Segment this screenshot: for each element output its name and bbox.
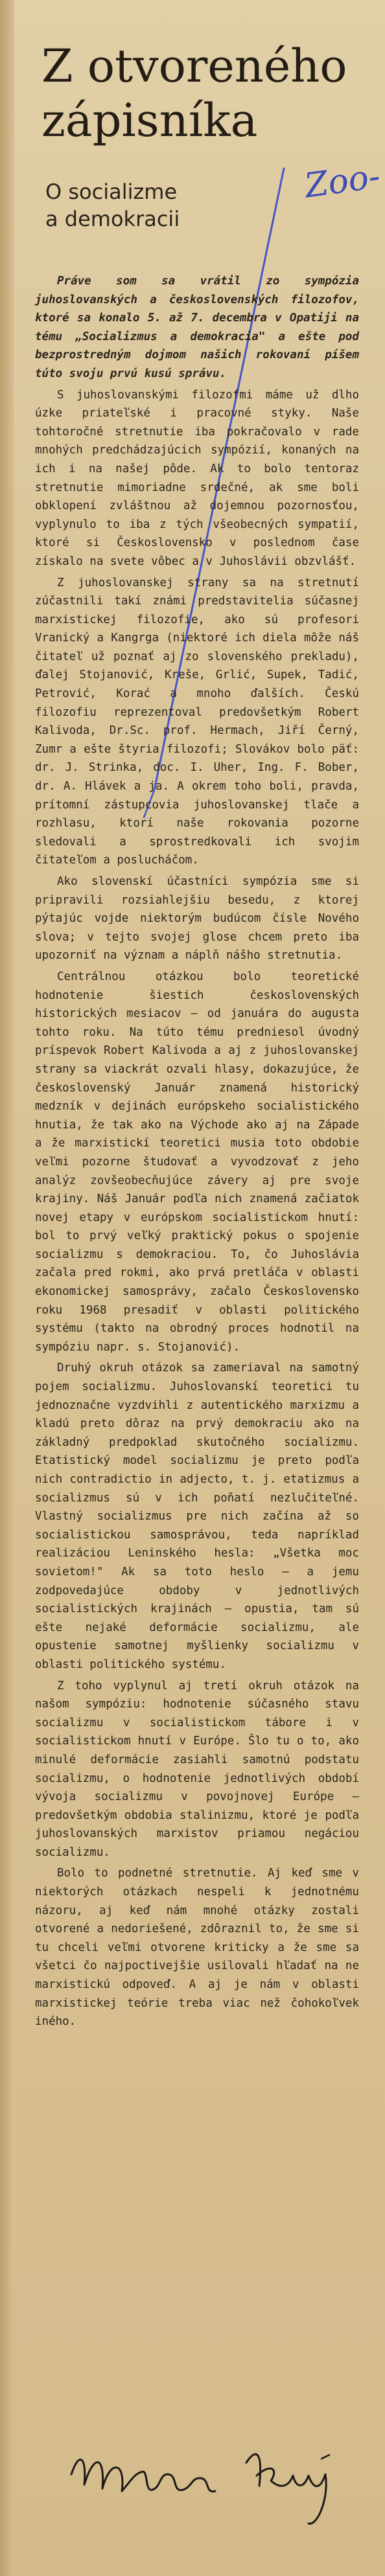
article-paragraph: S juhoslovanskými filozofmi máme už dlho úzke priateľské i pracovné styky. Naše tohtoročné stretnutie iba pokračovalo v rade mnohých predchádzajúcich sympózií, konaných na ich i na našej pôde. Ak to bolo tentoraz stretnutie mimoriadne srdečné, ak sme boli obklopení zvláštnou až dojemnou pozornosťou, vyplynulo to iba z tých všeobecných sympatií, ktoré si Československo v poslednom čase získalo na svete vôbec a v Juhoslávii obzvlášť. xyxy=(35,388,359,568)
article-title-line-1: Z otvoreného xyxy=(41,40,347,93)
article-lead-paragraph: Práve som sa vrátil zo sympózia juhoslovanských a československých filozofov, ktoré sa konalo 5. až 7. decembra v Opatiji na tému „Socializmus a demokracia" a ešte pod bezprostredným dojmom našich rokovaní píšem túto svoju prvú kusú správu. xyxy=(35,275,359,380)
paper-edge xyxy=(0,0,14,2576)
handwritten-note: Zoo- xyxy=(302,157,382,206)
article-paragraph: Centrálnou otázkou bolo teoretické hodnotenie šiestich československých historických mesiacov — od januára do augusta tohto roku. Na túto tému predniesol úvodný príspevok Robert Kalivoda a aj z juhoslovanskej strany sa viackrát ozvali hlasy, dokazujúce, že československý Január znamená historický medzník v dejinách európskeho socialistického hnutia, že tak ako na Východe ako aj na Západe a že marxistickí teoretici musia toto obdobie veľmi pozorne študovať a vyvodzovať z jeho analýz zovšeobecňujúce závery aj pre svoje krajiny. Náš Január podľa nich znamená začiatok novej etapy v európskom socialistickom hnutí: bol to prvý veľký praktický pokus o spojenie socializmu s demokraciou. To, čo Juhoslávia začala pred rokmi, ako prvá pretláča v oblasti ekonomickej samosprávy, začalo Československo roku 1968 presadiť v oblasti politického systému (takto na obrodný proces hodnotil na sympóziu napr. s. Stojanović). xyxy=(35,970,359,1354)
article-title-line-2: zápisníka xyxy=(41,94,258,147)
article-subtitle-line-2: a demokracii xyxy=(45,207,180,231)
article-paragraph: Z juhoslovanskej strany sa na stretnutí zúčastnili takí známi predstavitelia súčasnej marxistickej filozofie, ako sú profesori Vranický a Kangrga (niektoré ich diela môže náš čitateľ už poznať aj zo slovenského prekladu), ďalej Stojanović, Kreše, Grlić, Supek, Tadić, Petrović, Korać a mnoho ďalších. Českú filozofiu reprezentoval predovšetkým Robert Kalivoda, Dr.Sc. prof. Hermach, Jiří Černý, Zumr a ešte štyria filozofi; Slovákov bolo päť: dr. J. Strinka, doc. I. Uher, Ing. F. Bober, dr. A. Hlávek a ja. A okrem toho boli, pravda, prítomní zástupcovia juhoslovanskej tlače a rozhlasu, ktorí naše rokovania pozorne sledovali a sprostredkovali ich svojim čitateľom a poslucháčom. xyxy=(35,576,359,867)
article-paragraph: Bolo to podnetné stretnutie. Aj keď sme v niektorých otázkach nespeli k jednotnému názoru, aj keď nám mnohé otázky zostali otvorené a nedoriešené, zdôraznil to, že sme si tu chceli veľmi otvorene kriticky a že sme sa všetci čo najpoctivejšie usilovali hľadať na ne marxistickú odpoveď. A aj je nám v oblasti marxistickej teórie treba viac než čohokoľvek iného. xyxy=(35,1867,359,2029)
article-paragraph: Druhý okruh otázok sa zameriaval na samotný pojem socializmu. Juhoslovanskí teoretici tu jednoznačne vyzdvihli z autentického marxizmu a kladú preto dôraz na prvý demokraciu ako na základný predpoklad skutočného socializmu. Etatistický model socializmu je preto podľa nich contradictio in adjecto, t. j. etatizmus a socializmus sú v ich poňatí nezlučiteľné. Vlastný socializmus pre nich začína až so socialistickou samosprávou, teda napríklad realizáciou Leninského hesla: „Všetka moc sovietom!" Ak sa toto heslo — a jemu zodpovedajúce obdoby v jednotlivých socialistických krajinách — opustia, tam sú ešte nejaké deformácie socializmu, ale opustenie samotnej myšlienky socializmu v oblasti politického systému. xyxy=(35,1362,359,1671)
author-signature xyxy=(65,2435,369,2539)
article-subtitle-line-1: O socializme xyxy=(45,179,178,204)
article-paragraph: Ako slovenskí účastníci sympózia sme si pripravili rozsiahlejšiu besedu, z ktorej pýtajúc vojde niektorým budúcom čísle Nového slova; v tejto svojej glose chcem preto iba upozorniť na význam a náplň nášho stretnutia. xyxy=(35,875,359,963)
article-title xyxy=(41,39,366,148)
article-subtitle xyxy=(45,178,279,233)
article-body xyxy=(35,272,359,2034)
article-paragraph: Z toho vyplynul aj tretí okruh otázok na našom sympóziu: hodnotenie súčasného stavu socializmu v socialistickom tábore i v socialistickom hnutí v Európe. Šlo tu o to, ako minulé deformácie zasiahli samotnú podstatu socializmu, o hodnotenie jednotlivých období vývoja socializmu v povojnovej Európe — predovšetkým obdobia stalinizmu, ktoré je podľa juhoslovanských marxistov priamou negáciou socializmu. xyxy=(35,1679,359,1859)
